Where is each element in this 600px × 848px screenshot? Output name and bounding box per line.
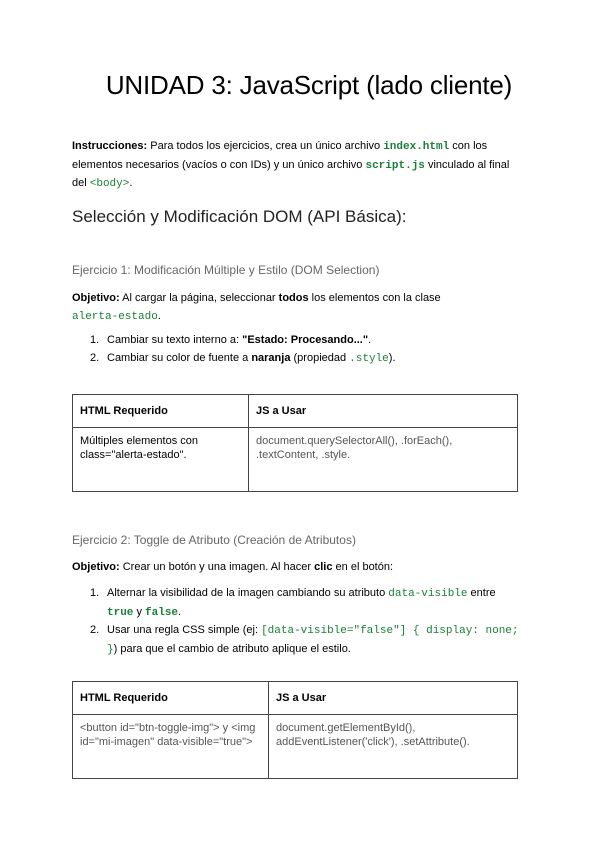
instructions-text: . (129, 177, 133, 189)
list-text: Usar una regla CSS simple (ej: (107, 624, 262, 636)
list-code: [data-visible="false"] { display: none; (261, 625, 519, 637)
list-text: . (178, 605, 182, 618)
list-text: y (133, 605, 146, 618)
table-row (73, 428, 518, 492)
objective-text: en el botón: (332, 561, 394, 573)
list-item (72, 585, 532, 622)
objective-text: Crear un botón y una imagen. Al hacer (119, 561, 315, 573)
list-number: 1. (90, 587, 100, 599)
list-item (72, 350, 532, 369)
instructions-text: del (72, 177, 90, 189)
page-title: UNIDAD 3: JavaScript (lado cliente) (105, 70, 513, 100)
filename-index-html: index.html (383, 141, 450, 153)
list-text: (propiedad (290, 351, 350, 364)
exercise-2-list (72, 585, 532, 659)
filename-script-js: script.js (365, 159, 425, 172)
instructions-paragraph (72, 138, 532, 194)
instructions-text: con los (449, 140, 488, 152)
list-bold: naranja (251, 351, 291, 364)
class-name-code: alerta-estado (72, 310, 158, 323)
list-item (72, 332, 532, 350)
exercise-1-objective (72, 290, 532, 326)
table-cell-js: document.getElementById(), addEventListener('click'), .setAttribute(). (269, 715, 518, 779)
objective-text: los elementos con la clase (308, 292, 441, 304)
list-code-true: true (107, 606, 134, 619)
exercise-1-heading: Ejercicio 1: Modificación Múltiple y Estilo (DOM Selection) (72, 263, 380, 277)
list-number: 2. (90, 351, 100, 364)
list-bold: "Estado: Procesando..." (242, 334, 369, 346)
exercise-2-table (72, 681, 518, 779)
instructions-label: Instrucciones: (72, 140, 148, 152)
table-cell-html: <button id="btn-toggle-img"> y <img id="mi-imagen" data-visible="true"> (73, 715, 269, 779)
objective-text: Al cargar la página, seleccionar (119, 292, 279, 304)
list-text: Cambiar su texto interno a: (107, 334, 243, 346)
objective-bold: clic (314, 561, 333, 573)
table-cell-html: Múltiples elementos con class="alerta-estado". (73, 428, 249, 492)
objective-bold: todos (278, 292, 309, 304)
list-number: 2. (90, 624, 100, 636)
list-text: Alternar la visibilidad de la imagen cambiando su atributo (107, 587, 389, 599)
list-code: } (107, 643, 114, 656)
table-header-html: HTML Requerido (73, 395, 249, 428)
table-row (73, 715, 518, 779)
instructions-text: vinculado al final (424, 158, 510, 171)
list-code-false: false (145, 606, 179, 619)
exercise-1-table (72, 394, 518, 492)
table-header-row (73, 682, 518, 715)
list-number: 1. (90, 334, 100, 346)
table-header-js: JS a Usar (249, 395, 518, 428)
list-text: ). (388, 351, 396, 364)
list-text: . (368, 334, 372, 346)
objective-text: . (157, 309, 161, 322)
table-header-html: HTML Requerido (73, 682, 269, 715)
table-header-row (73, 395, 518, 428)
list-text: Cambiar su color de fuente a (107, 351, 252, 364)
table-header-js: JS a Usar (269, 682, 518, 715)
exercise-2-heading: Ejercicio 2: Toggle de Atributo (Creación de Atributos) (72, 533, 356, 547)
objective-label: Objetivo: (72, 292, 120, 304)
list-text: entre (467, 587, 496, 599)
list-code: .style (349, 352, 389, 365)
objective-label: Objetivo: (72, 561, 120, 573)
instructions-text: Para todos los ejercicios, crea un único archivo (147, 140, 384, 152)
list-code: data-visible (388, 588, 468, 600)
body-tag-code: <body> (89, 178, 130, 190)
exercise-2-objective (72, 559, 532, 577)
list-item (72, 622, 532, 659)
section-heading: Selección y Modificación DOM (API Básica): (72, 207, 407, 226)
table-cell-js: document.querySelectorAll(), .forEach(), .textContent, .style. (249, 428, 518, 492)
instructions-text: elementos necesarios (vacíos o con IDs) y un único archivo (72, 158, 366, 171)
exercise-1-list (72, 332, 532, 368)
list-text: ) para que el cambio de atributo aplique el estilo. (113, 642, 351, 655)
